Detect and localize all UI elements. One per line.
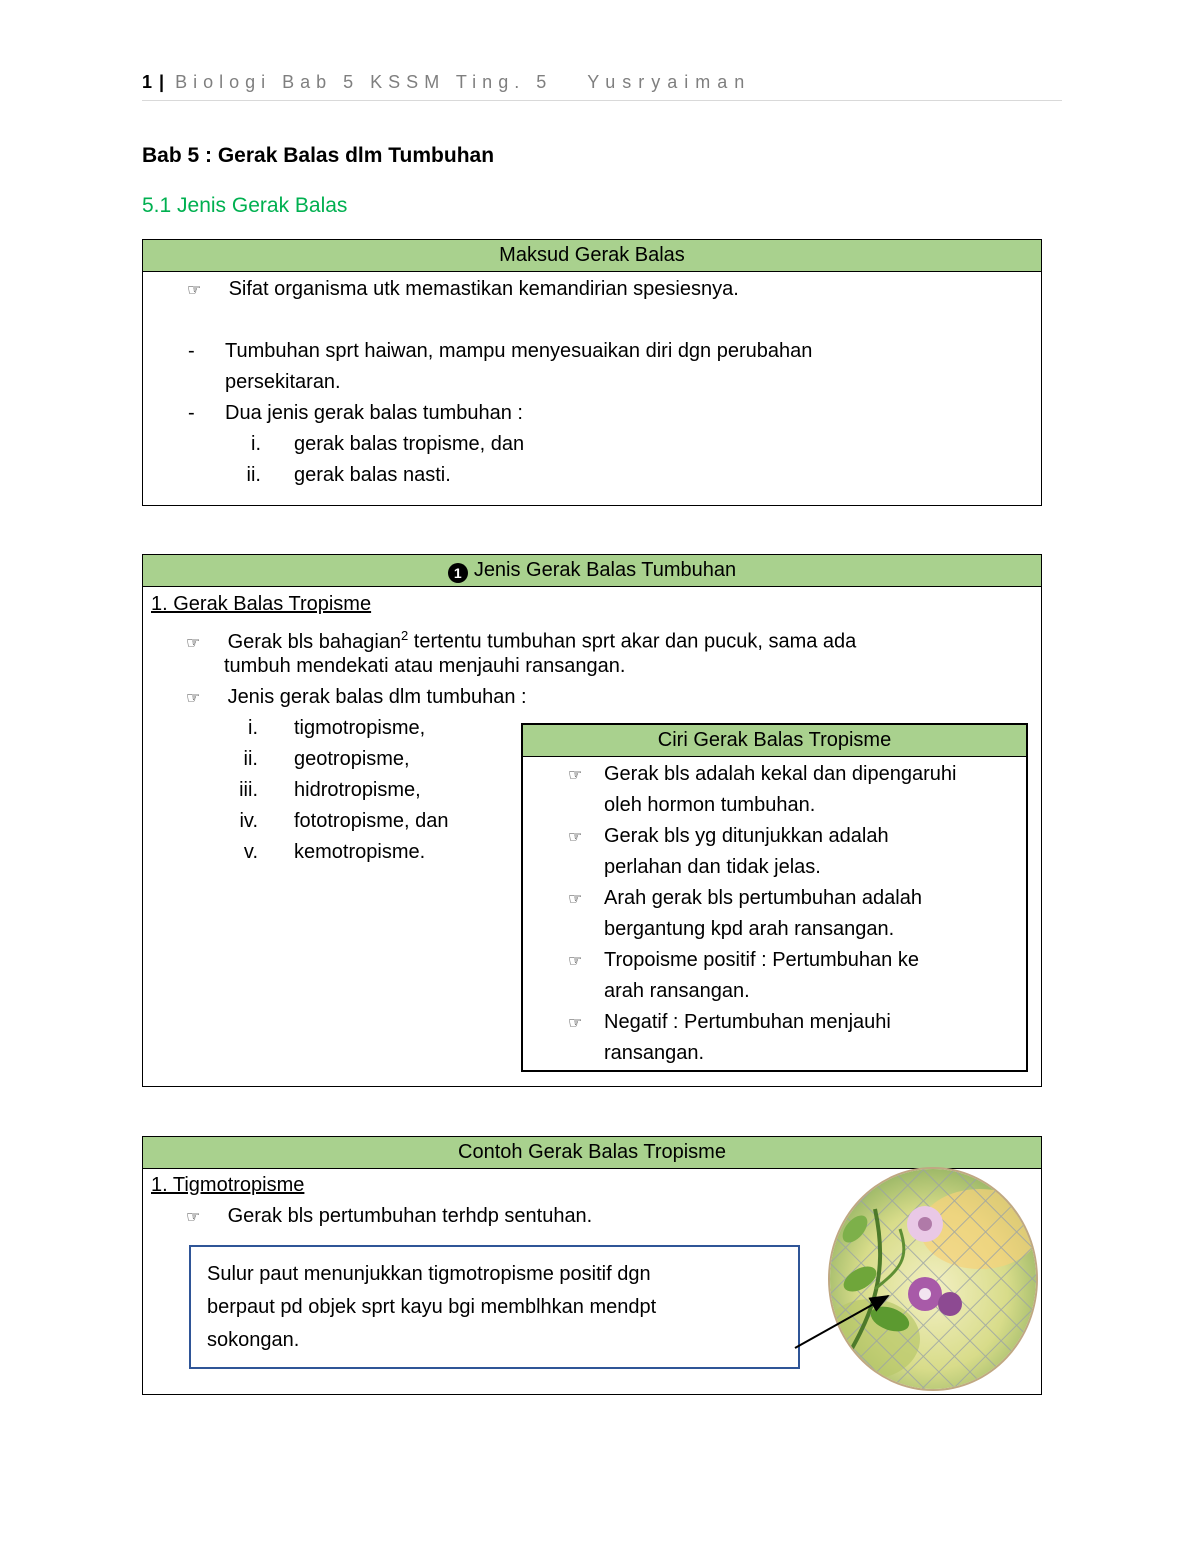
pointing-hand-icon: ☞	[568, 891, 583, 908]
header-separator: |	[159, 72, 165, 92]
list-item: hidrotropisme,	[294, 779, 421, 801]
number-one-icon: 1	[448, 563, 468, 583]
pointing-hand-icon: ☞	[186, 690, 201, 707]
characteristic-line: bergantung kpd arah ransangan.	[604, 918, 895, 940]
characteristic-line: ☞ Tropoisme positif : Pertumbuhan ke	[568, 945, 919, 977]
characteristic-line: perlahan dan tidak jelas.	[604, 856, 821, 878]
pointing-hand-icon: ☞	[186, 1209, 201, 1226]
characteristic-line: arah ransangan.	[604, 980, 750, 1002]
section-title: 5.1 Jenis Gerak Balas	[142, 194, 348, 217]
examples-box-heading: Contoh Gerak Balas Tropisme	[143, 1137, 1041, 1169]
list-number: v.	[243, 841, 258, 863]
characteristic-line: ransangan.	[604, 1042, 705, 1064]
list-item: gerak balas nasti.	[294, 464, 451, 486]
characteristic-line: ☞ Arah gerak bls pertumbuhan adalah	[568, 883, 922, 915]
dash-text-cont: persekitaran.	[225, 371, 341, 393]
dash-text: Tumbuhan sprt haiwan, mampu menyesuaikan diri dgn perubahan	[225, 340, 813, 362]
header-author: Yusryaiman	[587, 72, 752, 92]
dash-item: -	[188, 402, 195, 424]
characteristics-heading: Ciri Gerak Balas Tropisme	[523, 725, 1026, 757]
pointing-hand-icon: ☞	[568, 953, 583, 970]
page-number: 1	[142, 72, 155, 92]
tendril-note-box	[189, 1245, 800, 1369]
note-line: Sulur paut menunjukkan tigmotropisme positif dgn	[207, 1263, 651, 1285]
list-number: ii.	[243, 748, 258, 770]
characteristic-line: oleh hormon tumbuhan.	[604, 794, 816, 816]
pointing-hand-icon: ☞	[186, 634, 201, 652]
list-number: iv.	[239, 810, 258, 832]
list-item: gerak balas tropisme, dan	[294, 433, 525, 455]
characteristic-line: ☞ Gerak bls yg ditunjukkan adalah	[568, 821, 889, 853]
note-line: berpaut pd objek sprt kayu bgi memblhkan mendpt	[207, 1296, 657, 1318]
pointer-arrow	[790, 1285, 900, 1355]
pointing-hand-icon: ☞	[568, 829, 583, 846]
pointing-hand-icon: ☞	[568, 1015, 583, 1032]
tropism-subheading: 1. Gerak Balas Tropisme	[151, 593, 372, 615]
morning-glory-fence-image	[828, 1167, 1038, 1391]
definition-bullet: ☞ Sifat organisma utk memastikan kemandirian spesiesnya.	[187, 274, 739, 306]
characteristic-line: ☞ Negatif : Pertumbuhan menjauhi	[568, 1007, 891, 1039]
pointing-hand-icon: ☞	[187, 282, 202, 299]
definition-box-heading: Maksud Gerak Balas	[143, 240, 1041, 272]
note-line: sokongan.	[207, 1329, 300, 1351]
dash-item: -	[188, 340, 195, 362]
list-number: i.	[248, 717, 258, 739]
list-item: geotropisme,	[294, 748, 410, 770]
thigmotropism-subheading: 1. Tigmotropisme	[151, 1174, 305, 1196]
definition-box	[142, 239, 1042, 506]
tropism-bullet-1: ☞ Gerak bls bahagian$^2$ tertentu tumbuhan sprt akar dan pucuk, sama ada	[186, 620, 856, 659]
list-number: i.	[251, 433, 261, 455]
list-number: iii.	[239, 779, 258, 801]
list-item: fototropisme, dan	[294, 810, 449, 832]
list-item: tigmotropisme,	[294, 717, 426, 739]
types-box-heading: 1 Jenis Gerak Balas Tumbuhan	[143, 555, 1041, 587]
pointing-hand-icon: ☞	[568, 767, 583, 784]
characteristic-line: ☞ Gerak bls adalah kekal dan dipengaruhi	[568, 759, 956, 791]
page-header	[142, 72, 1062, 101]
thigmotropism-bullet: ☞ Gerak bls pertumbuhan terhdp sentuhan.	[186, 1201, 592, 1233]
header-title: Biologi Bab 5 KSSM Ting. 5	[175, 72, 553, 92]
list-item: kemotropisme.	[294, 841, 426, 863]
chapter-title: Bab 5 : Gerak Balas dlm Tumbuhan	[142, 144, 495, 167]
tropism-bullet-1-cont: tumbuh mendekati atau menjauhi ransangan.	[224, 655, 626, 677]
list-number: ii.	[246, 464, 261, 486]
tropism-characteristics-box	[521, 723, 1028, 1072]
dash-text: Dua jenis gerak balas tumbuhan :	[225, 402, 523, 424]
tropism-bullet-2: ☞ Jenis gerak balas dlm tumbuhan :	[186, 682, 527, 714]
